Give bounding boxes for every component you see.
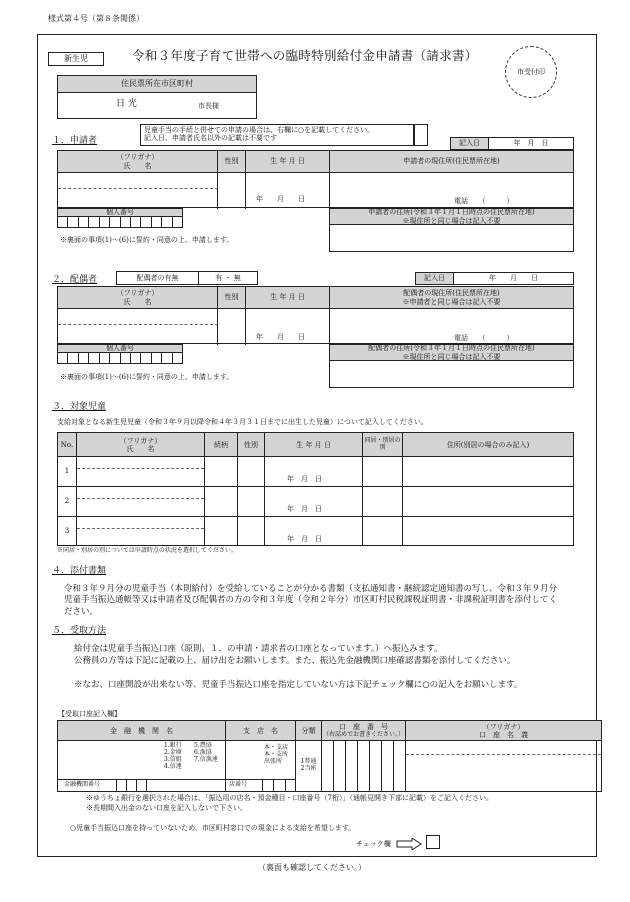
- receipt-stamp-label: 市受付印: [517, 67, 545, 76]
- bank-note-2: ※長期間入出金のない口座を記入しないで下さい。: [86, 804, 247, 812]
- s3-row-1[interactable]: [58, 457, 573, 487]
- bank-types-a: 1.銀行 2.金庫 3.信組 4.信連: [164, 742, 182, 770]
- bank-code-label: 金融機関番号: [64, 781, 101, 789]
- bank-col-holder: [406, 721, 601, 741]
- s2-birth-header: 生 年 月 日: [246, 287, 330, 309]
- city-name: 日 光: [116, 99, 137, 109]
- s3-row-2-ymd: 年 月 日: [287, 505, 322, 513]
- s1-birth-input[interactable]: [246, 173, 330, 209]
- s2-phone-label: 電話 （ ）: [454, 334, 514, 342]
- s1-note-line2: 記入日、申請者氏名以外の記載は不要です: [144, 134, 277, 143]
- bank-holder-cell[interactable]: [406, 741, 601, 791]
- s2-name-header: [58, 287, 218, 309]
- address-header: [57, 75, 257, 119]
- bank-branch-cell[interactable]: [226, 741, 296, 791]
- bank-note-1: ※ゆうちょ銀行を選択された場合は、「振込用の店名・預金種目・口座番号（7桁）」（通帳見開き下部に記載）をご記入ください。: [86, 794, 493, 802]
- s3-row-3-ymd: 年 月 日: [287, 535, 322, 543]
- s5-p3: ※なお、口座開設が出来ない等、児童手当振込口座を指定していない方は下記チェック欄に○の記入をお願いします。: [74, 680, 523, 690]
- s1-birth-ymd: 年 月 日: [256, 195, 305, 203]
- s2-furigana-label: （フリガナ）: [116, 289, 159, 298]
- check-box[interactable]: [426, 835, 440, 849]
- check-label: チェック欄: [356, 840, 391, 848]
- s2-heading: ２．配偶者: [52, 275, 98, 285]
- s1-address-input[interactable]: [330, 173, 573, 209]
- s4-body: 令和３年９月分の児童手当（本則給付）を受給していることが分かる書類（支払通知書・継続認定通知書の写し、令和３年９月分児童手当振込通帳等又は申請者及び配偶者の方の令和３年度（令和２年分）市区町村民税課税証明書・非課税証明書を添付してください。: [64, 584, 558, 617]
- s3-lead: 支給対象となる新生児児童（令和３年９月以降令和４年３月３１日までに出生した児童）について記入してください。: [57, 418, 428, 426]
- s1-furigana-label: （フリガナ）: [116, 153, 159, 162]
- address-header-city-row[interactable]: [58, 93, 256, 118]
- bank-col-acct: [322, 721, 406, 741]
- newborn-badge: 新生児: [48, 52, 104, 66]
- bank-acct-digits[interactable]: [322, 741, 406, 791]
- s1-date-label: 記入日: [451, 138, 489, 149]
- s1-date[interactable]: [450, 137, 574, 150]
- s1-birth-header: 生 年 月 日: [246, 151, 330, 173]
- s1-table: [57, 150, 574, 208]
- s2-date-value: 年 月 日: [489, 274, 538, 283]
- s1-address-header: 申請者の現住所(住民票所在地): [330, 151, 573, 173]
- form-title: 令和３年度子育て世帯への臨時特別給付金申請書（請求書）: [132, 48, 478, 63]
- s2-consent: ※裏面の事項(1)～(6)に誓約・同意の上、申請します。: [60, 373, 234, 381]
- s3-row-1-ymd: 年 月 日: [287, 475, 322, 483]
- s1-phone-label: 電話 （ ）: [454, 197, 514, 205]
- s3-col-name: [77, 433, 205, 457]
- bank-col-bank: 金 融 機 関 名: [58, 721, 226, 741]
- bank-table: [57, 720, 602, 792]
- s1-id-label: 個人番号: [58, 209, 182, 217]
- s3-row-2-no: 2: [58, 487, 77, 516]
- s3-heading: ３．対象児童: [52, 402, 107, 412]
- s1-id[interactable]: [57, 208, 183, 228]
- s2-birth-ymd: 年 月 日: [256, 333, 305, 341]
- s1-heading: １．申請者: [52, 136, 98, 146]
- s2-table: [57, 286, 574, 344]
- s2-prev-address-label: 配偶者の住所(令和３年１月１日時点の住民票所在地): [368, 344, 535, 353]
- bank-branch-digits[interactable]: [262, 780, 296, 791]
- s1-furigana-input[interactable]: [58, 173, 218, 189]
- s1-id-digits[interactable]: [58, 217, 182, 228]
- address-header-label: 住民票所在市区町村: [58, 76, 256, 93]
- bank-code[interactable]: [58, 779, 226, 791]
- s3-table: [57, 432, 574, 546]
- s2-prev-address-note: ※現住所と同じ場合は記入不要: [402, 352, 501, 361]
- s2-gender-input[interactable]: [218, 309, 246, 345]
- s3-row-3-no: 3: [58, 517, 77, 545]
- arrow-right-icon: [396, 838, 422, 850]
- s1-prev-address-header: [330, 209, 573, 225]
- bank-col-acct-note: （右詰めでお書きください。）: [322, 730, 404, 738]
- bank-col-type: 分類: [296, 721, 322, 741]
- s2-address-input[interactable]: [330, 309, 573, 345]
- s1-gender-header: 性別: [218, 151, 246, 173]
- bank-col-acct-label: 口 座 番 号: [339, 723, 388, 732]
- bank-col-holder-label: 口 座 名 義: [479, 731, 528, 739]
- s2-address-header: [330, 287, 573, 309]
- s2-has-spouse[interactable]: [116, 271, 258, 285]
- bank-code-digits[interactable]: [116, 780, 156, 791]
- s2-name-label: 氏 名: [123, 297, 152, 306]
- bank-types-b: 5.農協 6.漁協 7.信漁連: [194, 742, 218, 763]
- s1-note: [140, 124, 414, 146]
- s1-consent: ※裏面の事項(1)～(6)に誓約・同意の上、申請します。: [60, 236, 234, 244]
- s2-has-spouse-label: 配偶者の有無: [117, 272, 199, 284]
- s4-heading: ４．添付書類: [52, 566, 107, 576]
- mayor-label: 市長様: [198, 102, 219, 110]
- bank-branch-types: 本・支店 本・支所 出張所: [264, 744, 289, 765]
- s1-prev-address[interactable]: [329, 208, 574, 252]
- bank-name-cell[interactable]: [58, 741, 226, 791]
- receipt-stamp: [505, 46, 557, 98]
- bank-branch-code[interactable]: [226, 779, 296, 791]
- s1-prev-address-label: 申請者の住所(令和３年１月１日時点の住民票所在地): [368, 208, 535, 217]
- s3-col-gender: 性別: [238, 433, 265, 457]
- s1-circle-box[interactable]: [414, 124, 428, 146]
- s5-p1: 給付金は児童手当振込口座（原則、１．の申請・請求者の口座となっています。）へ振込みます。: [74, 644, 443, 654]
- s3-row-1-no: 1: [58, 457, 77, 486]
- s2-has-spouse-value: 有 ・ 無: [215, 273, 241, 282]
- s2-prev-address[interactable]: [329, 344, 574, 388]
- s5-heading: ５．受取方法: [52, 626, 107, 636]
- bank-acct-type[interactable]: 1普通 2当座: [296, 741, 322, 791]
- s1-prev-address-note: ※現住所と同じ場合は記入不要: [402, 216, 501, 225]
- s2-gender-header: 性別: [218, 287, 246, 309]
- s1-note-line1: 児童手当の手続と併せての申請の場合は、右欄に○を記載してください。: [144, 126, 375, 134]
- s2-id-digits[interactable]: [58, 353, 182, 364]
- bank-branch-code-label: 店番号: [229, 781, 248, 789]
- s3-row-3[interactable]: [58, 517, 573, 545]
- s2-name-input[interactable]: [58, 325, 218, 345]
- s2-address-note: ※申請者と同じ場合は記入不要: [402, 297, 501, 306]
- s2-date[interactable]: [415, 272, 574, 285]
- footer-note: （裏面も確認してください。）: [258, 863, 366, 872]
- s2-furigana-input[interactable]: [58, 309, 218, 325]
- s1-name-label: 氏 名: [123, 161, 152, 170]
- s3-col-addr: 住所(別居の場合のみ記入): [446, 440, 530, 449]
- s5-p2: 公務員の方等は下記に記載の上、届け出をお願いします。また、振込先金融機関口座確認書類を添付してください。: [74, 656, 516, 666]
- form-id: 様式第４号（第８条関係）: [48, 14, 144, 23]
- s3-note: ※同居・別居の別については申請時点の状況を選択してください。: [57, 547, 237, 554]
- s2-date-label: 記入日: [416, 273, 454, 284]
- s3-col-name-label: 氏 名: [126, 445, 155, 453]
- s3-col-furigana: （フリガナ）: [119, 436, 162, 445]
- s2-id[interactable]: [57, 344, 183, 364]
- s2-id-label: 個人番号: [58, 345, 182, 353]
- s1-name-input[interactable]: [58, 189, 218, 209]
- bank-col-furigana: （フリガナ）: [482, 722, 525, 731]
- s2-address-label: 配偶者の現住所(住民票所在地): [403, 289, 500, 298]
- s1-date-value: 年 月 日: [513, 139, 549, 148]
- s3-col-rel: 続柄: [205, 433, 238, 457]
- s1-name-header: [58, 151, 218, 173]
- s3-col-no: No.: [58, 433, 77, 457]
- cash-note: ○児童手当振込口座を持っていないため、市区町村窓口での現金による支給を希望します。: [70, 824, 356, 832]
- s2-prev-address-header: [330, 345, 573, 361]
- s2-birth-input[interactable]: [246, 309, 330, 345]
- bank-caption: 【受取口座記入欄】: [58, 710, 121, 718]
- s3-col-sep: 同居・別居の別: [363, 433, 403, 457]
- s3-row-2[interactable]: [58, 487, 573, 517]
- s3-col-birth: 生 年 月 日: [265, 433, 363, 457]
- s1-gender-input[interactable]: [218, 173, 246, 209]
- bank-col-branch: 支 店 名: [226, 721, 296, 741]
